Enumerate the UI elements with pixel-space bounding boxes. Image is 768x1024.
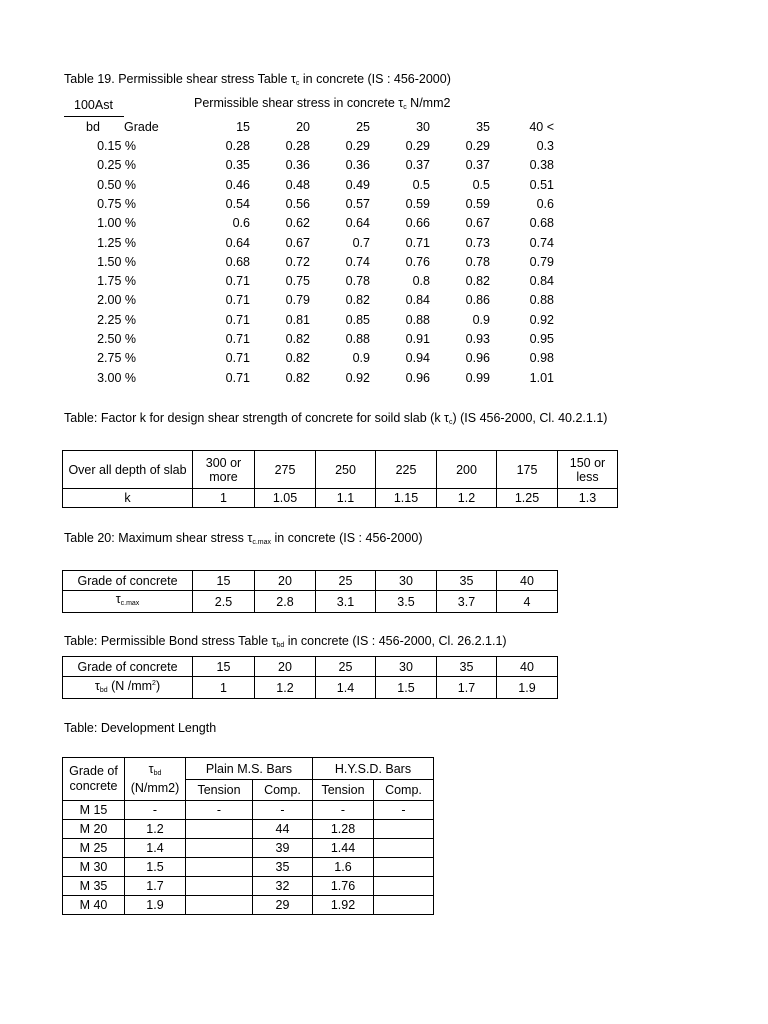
steel-percent: 1.25 % xyxy=(97,235,136,250)
steel-percent: 0.50 % xyxy=(97,177,136,192)
table-row xyxy=(63,877,434,896)
steel-percent: 1.75 % xyxy=(97,274,136,289)
slab-depth-cell: 200 xyxy=(437,451,497,489)
steel-percent: 0.15 % xyxy=(97,139,136,153)
max-shear-cell: 4 xyxy=(497,591,558,613)
shear-stress-value: 0.94 xyxy=(405,351,430,366)
steel-percent: 2.50 % xyxy=(97,332,136,346)
shear-stress-value: 0.71 xyxy=(225,332,250,346)
dev-cell-plain-t xyxy=(186,839,253,858)
ratio-fraction-bar xyxy=(64,116,124,117)
shear-stress-value: 0.37 xyxy=(465,158,490,173)
grade-cell: 40 xyxy=(497,571,558,591)
dev-cell-hysd-c xyxy=(374,896,434,915)
shear-stress-value: 0.79 xyxy=(285,293,310,308)
shear-stress-value: 0.71 xyxy=(405,235,430,250)
shear-stress-value: 0.74 xyxy=(345,254,370,269)
dev-cell-plain-c: 39 xyxy=(253,839,313,858)
tablek-caption-sub: c xyxy=(448,419,453,426)
grade-cell: 40 xyxy=(497,657,558,677)
grade-cell: 35 xyxy=(437,571,497,591)
table19-header-post: N/mm2 xyxy=(406,96,451,110)
dev-cell-hysd-t: - xyxy=(313,801,374,820)
dev-cell-hysd-c: - xyxy=(374,801,434,820)
grade-cell: 15 xyxy=(193,657,255,677)
bond-stress-cell: 1.4 xyxy=(316,677,376,699)
tau-sub: bd xyxy=(153,770,162,777)
shear-stress-value: 0.82 xyxy=(465,274,490,289)
table19-header-sub: c xyxy=(403,104,407,111)
shear-stress-value: 0.56 xyxy=(285,196,310,211)
shear-stress-value: 0.6 xyxy=(536,196,554,211)
tablebond-caption xyxy=(64,634,507,649)
grade-header-0: 15 xyxy=(236,120,250,134)
shear-stress-value: 0.7 xyxy=(352,235,370,250)
dev-cell-grade: M 25 xyxy=(63,839,125,858)
shear-stress-value: 0.72 xyxy=(285,254,310,269)
shear-stress-value: 0.74 xyxy=(529,235,554,250)
tablek-row2-label: k xyxy=(63,489,193,508)
shear-stress-value: 0.91 xyxy=(405,332,430,346)
shear-stress-value: 0.98 xyxy=(529,351,554,366)
slab-depth-cell: 225 xyxy=(376,451,437,489)
shear-stress-value: 0.82 xyxy=(285,370,310,385)
tablebond-caption-text: Table: Permissible Bond stress Table τ xyxy=(64,634,277,648)
ratio-label: 100Ast xyxy=(74,98,113,112)
k-factor-cell: 1.2 xyxy=(437,489,497,508)
shear-stress-value: 0.68 xyxy=(529,216,554,231)
shear-stress-value: 0.37 xyxy=(405,158,430,173)
table19-caption-text: Table 19. Permissible shear stress Table τ xyxy=(64,72,296,86)
max-shear-cell: 3.5 xyxy=(376,591,437,613)
dev-cell-grade: M 40 xyxy=(63,896,125,915)
shear-stress-value: 0.5 xyxy=(472,177,490,192)
steel-percent: 2.25 % xyxy=(97,312,136,327)
dev-cell-tau: 1.9 xyxy=(125,896,186,915)
dev-header-plain: Plain M.S. Bars xyxy=(186,758,313,780)
shear-stress-value: 0.62 xyxy=(285,216,310,231)
dev-cell-tau: 1.7 xyxy=(125,877,186,896)
shear-stress-value: 0.46 xyxy=(225,177,250,192)
steel-percent: 1.50 % xyxy=(97,254,136,269)
grade-header-4: 35 xyxy=(476,120,490,134)
shear-stress-value: 0.35 xyxy=(225,158,250,173)
shear-stress-value: 0.84 xyxy=(405,293,430,308)
steel-percent: 0.25 % xyxy=(97,158,136,173)
dev-cell-plain-c: 35 xyxy=(253,858,313,877)
shear-stress-value: 0.36 xyxy=(285,158,310,173)
table20-caption xyxy=(64,531,423,546)
dev-cell-hysd-c xyxy=(374,858,434,877)
shear-stress-value: 0.88 xyxy=(405,312,430,327)
k-factor-cell: 1.15 xyxy=(376,489,437,508)
table19-caption xyxy=(64,72,451,87)
shear-stress-value: 0.51 xyxy=(529,177,554,192)
tabledev xyxy=(62,757,434,915)
dev-cell-tau: 1.2 xyxy=(125,820,186,839)
max-shear-cell: 2.5 xyxy=(193,591,255,613)
grade-cell: 20 xyxy=(255,657,316,677)
tablek-caption-post: ) (IS 456-2000, Cl. 40.2.1.1) xyxy=(452,411,608,425)
table20-caption-post: in concrete (IS : 456-2000) xyxy=(271,531,423,545)
steel-percent: 0.75 % xyxy=(97,196,136,211)
dev-header-plain-tension: Tension xyxy=(186,780,253,801)
dev-header-plain-comp: Comp. xyxy=(253,780,313,801)
dev-cell-plain-t xyxy=(186,877,253,896)
table19-header xyxy=(194,96,450,111)
shear-stress-value: 0.54 xyxy=(225,196,250,211)
shear-stress-value: 0.29 xyxy=(405,139,430,153)
shear-stress-value: 0.9 xyxy=(472,312,490,327)
table20-row1-label: Grade of concrete xyxy=(63,571,193,591)
unit-text: (N /mm xyxy=(107,679,153,693)
shear-stress-value: 0.73 xyxy=(465,235,490,250)
table-row xyxy=(63,820,434,839)
dev-cell-plain-c: 29 xyxy=(253,896,313,915)
shear-stress-value: 0.95 xyxy=(529,332,554,346)
shear-stress-value: 0.82 xyxy=(285,351,310,366)
dev-cell-tau: 1.5 xyxy=(125,858,186,877)
shear-stress-value: 0.71 xyxy=(225,293,250,308)
shear-stress-value: 0.9 xyxy=(352,351,370,366)
shear-stress-value: 0.79 xyxy=(529,254,554,269)
k-factor-cell: 1 xyxy=(193,489,255,508)
dev-cell-plain-t xyxy=(186,858,253,877)
table19-caption-sub: c xyxy=(295,80,300,87)
shear-stress-value: 0.71 xyxy=(225,351,250,366)
tabledev-caption: Table: Development Length xyxy=(64,721,217,735)
bond-stress-cell: 1.7 xyxy=(437,677,497,699)
table19-header-text: Permissible shear stress in concrete τ xyxy=(194,96,404,110)
shear-stress-value: 0.28 xyxy=(225,139,250,153)
shear-stress-value: 0.85 xyxy=(345,312,370,327)
tau-symbol: τ xyxy=(115,592,121,606)
tablebond xyxy=(62,656,558,699)
k-factor-cell: 1.25 xyxy=(497,489,558,508)
tablek-row1-label: Over all depth of slab xyxy=(63,451,193,489)
k-factor-cell: 1.1 xyxy=(316,489,376,508)
dev-cell-plain-c: - xyxy=(253,801,313,820)
slab-depth-cell: 175 xyxy=(497,451,558,489)
grade-cell: 15 xyxy=(193,571,255,591)
tablek-caption-text: Table: Factor k for design shear strength of concrete for soild slab (k τ xyxy=(64,411,449,425)
shear-stress-value: 0.86 xyxy=(465,293,490,308)
dev-cell-hysd-t: 1.92 xyxy=(313,896,374,915)
slab-depth-cell: 275 xyxy=(255,451,316,489)
dev-header-hysd-comp: Comp. xyxy=(374,780,434,801)
shear-stress-value: 0.59 xyxy=(405,196,430,211)
dev-cell-hysd-c xyxy=(374,820,434,839)
slab-depth-cell: 300 or more xyxy=(193,451,255,489)
dev-header-hysd: H.Y.S.D. Bars xyxy=(313,758,434,780)
dev-cell-hysd-t: 1.44 xyxy=(313,839,374,858)
table20 xyxy=(62,570,558,613)
steel-percent: 1.00 % xyxy=(97,216,136,231)
grade-header-3: 30 xyxy=(416,120,430,134)
shear-stress-value: 0.92 xyxy=(345,370,370,385)
tablebond-caption-sub: bd xyxy=(276,642,285,649)
shear-stress-value: 0.59 xyxy=(465,196,490,211)
max-shear-cell: 3.7 xyxy=(437,591,497,613)
tablebond-row1-label: Grade of concrete xyxy=(63,657,193,677)
table20-row2-label xyxy=(63,591,193,613)
tau-sub: c.max xyxy=(120,600,140,607)
dev-body xyxy=(63,801,434,915)
max-shear-cell: 2.8 xyxy=(255,591,316,613)
shear-stress-value: 0.64 xyxy=(345,216,370,231)
tau-sub: bd xyxy=(99,687,108,694)
grade-header-1: 20 xyxy=(296,120,310,134)
dev-cell-plain-c: 44 xyxy=(253,820,313,839)
shear-stress-value: 0.49 xyxy=(345,177,370,192)
dev-cell-plain-t xyxy=(186,896,253,915)
shear-stress-value: 0.3 xyxy=(536,139,554,153)
tablek xyxy=(62,450,618,508)
dev-header-tau xyxy=(125,758,186,801)
shear-stress-value: 0.92 xyxy=(529,312,554,327)
tau-symbol: τ xyxy=(148,762,154,776)
steel-percent: 3.00 % xyxy=(97,370,136,385)
dev-cell-plain-t xyxy=(186,820,253,839)
shear-stress-value: 0.8 xyxy=(412,274,430,289)
shear-stress-value: 0.6 xyxy=(232,216,250,231)
grade-header-2: 25 xyxy=(356,120,370,134)
dev-cell-grade: M 30 xyxy=(63,858,125,877)
shear-stress-value: 0.5 xyxy=(412,177,430,192)
steel-percent: 2.75 % xyxy=(97,351,136,366)
slab-depth-cell: 150 or less xyxy=(558,451,618,489)
shear-stress-value: 0.93 xyxy=(465,332,490,346)
tablebond-caption-post: in concrete (IS : 456-2000, Cl. 26.2.1.1) xyxy=(284,634,507,648)
shear-stress-value: 0.78 xyxy=(345,274,370,289)
shear-stress-value: 1.01 xyxy=(529,370,554,385)
table19-caption-post: in concrete (IS : 456-2000) xyxy=(299,72,451,86)
dev-cell-plain-t: - xyxy=(186,801,253,820)
shear-stress-value: 0.67 xyxy=(465,216,490,231)
dev-cell-hysd-c xyxy=(374,839,434,858)
dev-cell-grade: M 35 xyxy=(63,877,125,896)
grade-cell: 35 xyxy=(437,657,497,677)
shear-stress-value: 0.88 xyxy=(529,293,554,308)
max-shear-cell: 3.1 xyxy=(316,591,376,613)
grade-label: Grade xyxy=(124,120,159,134)
steel-percent: 2.00 % xyxy=(97,293,136,308)
dev-cell-hysd-c xyxy=(374,877,434,896)
tau-symbol: τ xyxy=(94,679,100,693)
slab-depth-cell: 250 xyxy=(316,451,376,489)
shear-stress-value: 0.82 xyxy=(345,293,370,308)
dev-cell-plain-c: 32 xyxy=(253,877,313,896)
shear-stress-value: 0.88 xyxy=(345,332,370,346)
shear-stress-value: 0.71 xyxy=(225,274,250,289)
table-row xyxy=(63,801,434,820)
table20-caption-sub: c.max xyxy=(252,539,272,546)
bond-stress-cell: 1.9 xyxy=(497,677,558,699)
shear-stress-value: 0.64 xyxy=(225,235,250,250)
bond-stress-cell: 1.2 xyxy=(255,677,316,699)
shear-stress-value: 0.38 xyxy=(529,158,554,173)
shear-stress-value: 0.57 xyxy=(345,196,370,211)
table-row xyxy=(63,896,434,915)
grade-cell: 20 xyxy=(255,571,316,591)
dev-cell-hysd-t: 1.76 xyxy=(313,877,374,896)
k-factor-cell: 1.3 xyxy=(558,489,618,508)
bond-stress-cell: 1.5 xyxy=(376,677,437,699)
shear-stress-value: 0.71 xyxy=(225,370,250,385)
grade-cell: 25 xyxy=(316,571,376,591)
shear-stress-value: 0.48 xyxy=(285,177,310,192)
shear-stress-value: 0.28 xyxy=(285,139,310,153)
ratio-denominator: bd xyxy=(86,120,100,134)
grade-cell: 30 xyxy=(376,571,437,591)
grade-header-5: 40 < xyxy=(529,120,554,134)
dev-header-hysd-tension: Tension xyxy=(313,780,374,801)
tablek-caption xyxy=(64,411,607,426)
table-row xyxy=(63,858,434,877)
shear-stress-value: 0.29 xyxy=(465,139,490,153)
shear-stress-value: 0.96 xyxy=(405,370,430,385)
grade-cell: 25 xyxy=(316,657,376,677)
unit-sup: 2 xyxy=(152,680,156,687)
dev-cell-grade: M 20 xyxy=(63,820,125,839)
grade-cell: 30 xyxy=(376,657,437,677)
shear-stress-value: 0.66 xyxy=(405,216,430,231)
shear-stress-value: 0.76 xyxy=(405,254,430,269)
dev-cell-tau: 1.4 xyxy=(125,839,186,858)
dev-cell-hysd-t: 1.6 xyxy=(313,858,374,877)
shear-stress-value: 0.36 xyxy=(345,158,370,173)
shear-stress-value: 0.68 xyxy=(225,254,250,269)
table20-caption-text: Table 20: Maximum shear stress τ xyxy=(64,531,253,545)
shear-stress-value: 0.84 xyxy=(529,274,554,289)
shear-stress-value: 0.78 xyxy=(465,254,490,269)
tablebond-row2-label xyxy=(63,677,193,699)
shear-stress-value: 0.71 xyxy=(225,312,250,327)
shear-stress-value: 0.96 xyxy=(465,351,490,366)
dev-header-grade: Grade of concrete xyxy=(63,758,125,801)
bond-stress-cell: 1 xyxy=(193,677,255,699)
shear-stress-value: 0.99 xyxy=(465,370,490,385)
tau-unit: (N/mm2) xyxy=(130,781,180,795)
shear-stress-value: 0.29 xyxy=(345,139,370,153)
shear-stress-value: 0.67 xyxy=(285,235,310,250)
shear-stress-value: 0.82 xyxy=(285,332,310,346)
dev-cell-grade: M 15 xyxy=(63,801,125,820)
shear-stress-value: 0.75 xyxy=(285,274,310,289)
k-factor-cell: 1.05 xyxy=(255,489,316,508)
dev-cell-hysd-t: 1.28 xyxy=(313,820,374,839)
shear-stress-value: 0.81 xyxy=(285,312,310,327)
dev-cell-tau: - xyxy=(125,801,186,820)
unit-close: ) xyxy=(155,679,161,693)
table-row xyxy=(63,839,434,858)
